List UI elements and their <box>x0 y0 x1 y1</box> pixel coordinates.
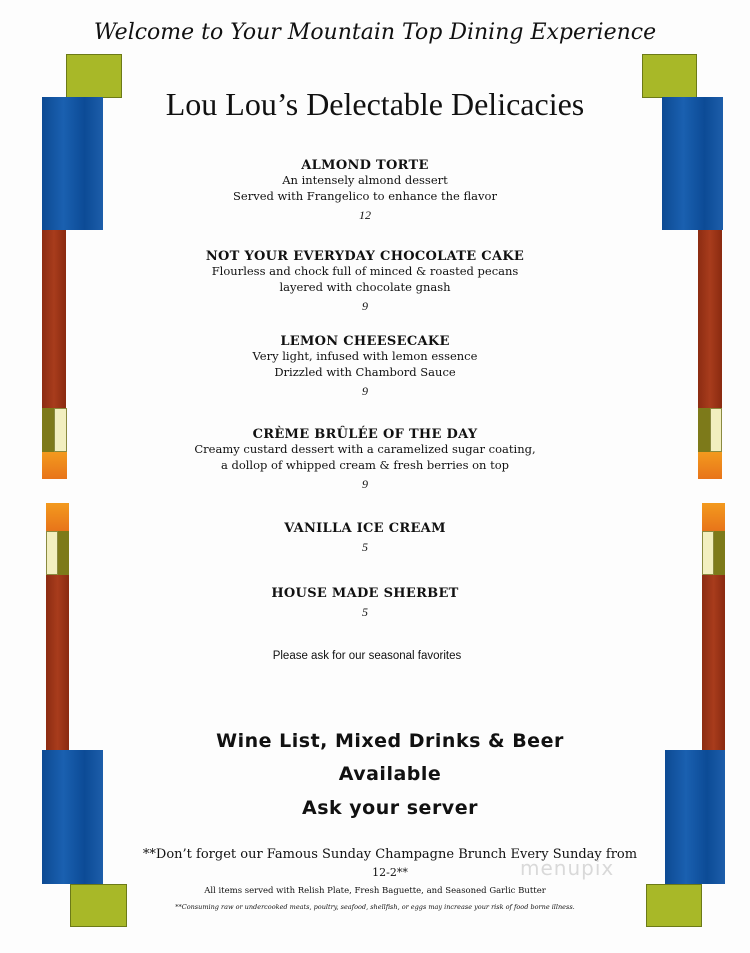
brunch-note-line: 12-2** <box>372 866 408 879</box>
menu-item-price: 9 <box>362 477 368 491</box>
watermark-text: menupix <box>520 856 615 880</box>
menu-item-description: An intensely almond dessert <box>282 173 448 187</box>
menu-item-price: 9 <box>362 299 368 313</box>
decor-orange-block <box>702 503 725 531</box>
menu-item-price: 5 <box>362 605 368 619</box>
menu-item-name: LEMON CHEESECAKE <box>280 334 450 349</box>
menu-item-name: HOUSE MADE SHERBET <box>271 586 459 601</box>
menu-item <box>140 521 590 555</box>
menu-item-description: Flourless and chock full of minced & roasted pecans <box>211 264 519 278</box>
menu-item-description: Served with Frangelico to enhance the flavor <box>233 188 497 203</box>
decor-rust-block <box>42 230 66 408</box>
menu-item-name: ALMOND TORTE <box>301 158 429 173</box>
welcome-heading: Welcome to Your Mountain Top Dining Experience <box>93 20 657 45</box>
decor-cream-block <box>710 408 722 452</box>
served-with-note: All items served with Relish Plate, Fresh Baguette, and Seasoned Garlic Butter <box>204 886 546 896</box>
drinks-line: Available <box>338 763 442 785</box>
decor-cream-block <box>54 408 67 452</box>
decor-cream-block <box>702 531 714 575</box>
menu-item-name: VANILLA ICE CREAM <box>284 521 446 536</box>
decor-rust-block <box>46 575 69 750</box>
menu-item-name: NOT YOUR EVERYDAY CHOCOLATE CAKE <box>205 249 525 264</box>
menu-item-description: a dollop of whipped cream & fresh berries on top <box>220 457 510 472</box>
menu-item <box>140 158 590 223</box>
decor-orange-block <box>42 452 67 479</box>
menu-item-price: 9 <box>362 384 368 398</box>
menu-item-description: Very light, infused with lemon essence <box>252 349 478 363</box>
decor-olive-block <box>698 408 710 452</box>
page-title: Lou Lou’s Delectable Delicacies <box>165 86 585 122</box>
drinks-line: Wine List, Mixed Drinks & Beer <box>216 730 564 752</box>
decor-rust-block <box>702 575 725 750</box>
decor-olive-block <box>42 408 54 452</box>
menu-item <box>140 249 590 314</box>
decor-rust-block <box>698 230 722 408</box>
food-safety-warning: **Consuming raw or undercooked meats, poultry, seafood, shellfish, or eggs may increase your risk of food borne illness. <box>175 903 575 911</box>
decor-olive-block <box>714 531 725 575</box>
menu-item-price: 5 <box>362 540 368 554</box>
menu-item <box>140 427 590 492</box>
menu-item <box>140 586 590 620</box>
menu-item-description: Drizzled with Chambord Sauce <box>274 364 456 379</box>
seasonal-note: Please ask for our seasonal favorites <box>272 650 462 662</box>
drinks-line: Ask your server <box>302 797 478 819</box>
menu-item-name: CRÈME BRÛLÉE OF THE DAY <box>252 427 478 442</box>
decor-orange-block <box>698 452 722 479</box>
menu-item-price: 12 <box>359 208 371 222</box>
menu-item-description: layered with chocolate gnash <box>279 279 451 294</box>
decor-olive-block <box>58 531 69 575</box>
menu-item-description: Creamy custard dessert with a caramelized sugar coating, <box>194 442 536 456</box>
decor-orange-block <box>46 503 69 531</box>
decor-cream-block <box>46 531 58 575</box>
brunch-note-line: **Don’t forget our Famous Sunday Champagne Brunch Every Sunday from <box>142 847 638 862</box>
menu-item <box>140 334 590 399</box>
